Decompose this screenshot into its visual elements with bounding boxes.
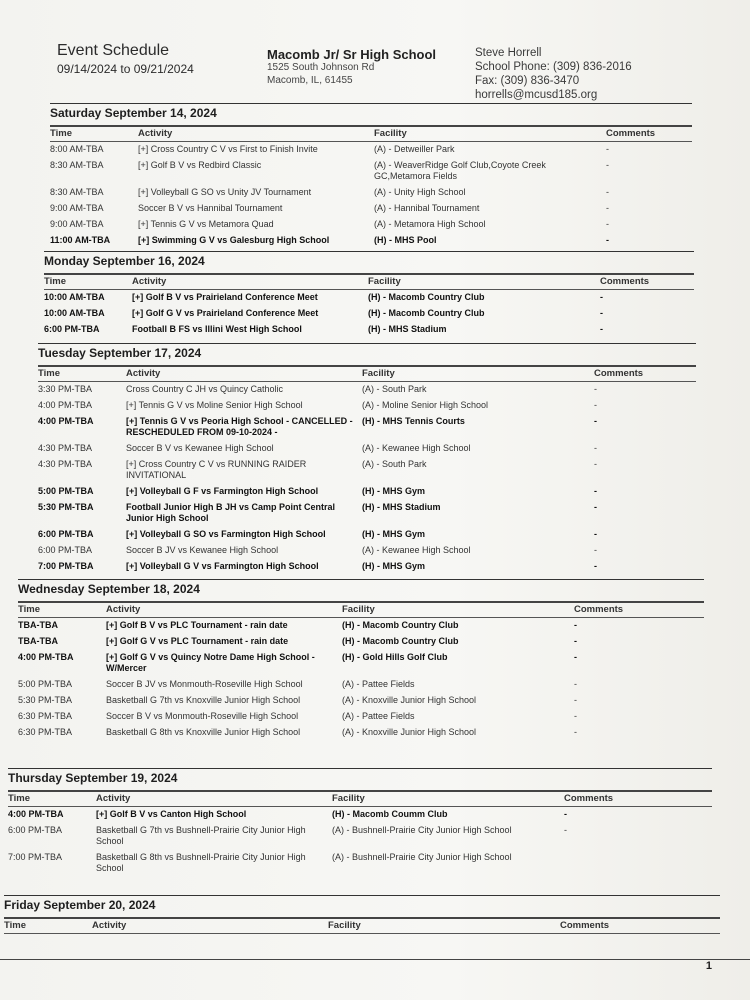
event-comments: - <box>574 652 577 662</box>
page-number: 1 <box>705 960 712 972</box>
event-row <box>18 709 704 725</box>
event-activity: [+] Volleyball G SO vs Unity JV Tournament <box>138 187 312 197</box>
event-row <box>50 185 692 201</box>
day-title: Wednesday September 18, 2024 <box>18 579 704 599</box>
event-comments: - <box>606 144 609 154</box>
event-time: 8:30 AM-TBA <box>50 160 104 170</box>
event-row <box>18 725 704 741</box>
column-header-activity: Activity <box>96 793 131 804</box>
event-comments: - <box>574 679 577 689</box>
event-facility: (A) - Moline Senior High School <box>362 400 489 410</box>
event-facility: (A) - Bushnell-Prairie City Junior High School <box>332 825 512 835</box>
event-facility: (A) - Kewanee High School <box>362 443 471 453</box>
column-header-time: Time <box>8 793 31 804</box>
column-header-time: Time <box>38 368 61 379</box>
event-comments: - <box>594 486 597 496</box>
event-activity: Football Junior High B JH vs Camp Point Central Junior High School <box>126 502 336 523</box>
event-comments: - <box>594 545 597 555</box>
event-facility: (H) - Macomb Coumm Club <box>332 809 448 819</box>
column-header-activity: Activity <box>132 276 167 287</box>
event-row <box>44 306 694 322</box>
event-facility: (H) - MHS Tennis Courts <box>362 416 465 426</box>
day-title: Friday September 20, 2024 <box>4 895 720 915</box>
event-time: 7:00 PM-TBA <box>38 561 94 571</box>
column-header-row <box>44 273 694 290</box>
event-activity: [+] Golf G V vs Quincy Notre Dame High School - W/Mercer <box>106 652 315 673</box>
event-activity: [+] Cross Country C V vs First to Finish Invite <box>138 144 318 154</box>
column-header-row <box>50 125 692 142</box>
column-header-row <box>38 365 696 382</box>
event-comments: - <box>594 416 597 426</box>
event-comments: - <box>606 187 609 197</box>
event-time: 4:00 PM-TBA <box>38 400 93 410</box>
event-row <box>38 441 696 457</box>
event-row <box>44 290 694 306</box>
event-row <box>18 618 704 634</box>
event-activity: [+] Tennis G V vs Metamora Quad <box>138 219 274 229</box>
event-activity: Soccer B V vs Monmouth-Roseville High School <box>106 711 299 721</box>
event-row <box>18 650 704 677</box>
event-row <box>38 484 696 500</box>
event-time: 4:30 PM-TBA <box>38 459 93 469</box>
school-block <box>267 48 436 87</box>
event-row <box>50 158 692 185</box>
event-facility: (A) - WeaverRidge Golf Club,Coyote Creek GC,Metamora Fields <box>374 160 546 181</box>
event-comments: - <box>594 529 597 539</box>
event-row <box>44 322 694 338</box>
contact-name: Steve Horrell <box>475 47 542 59</box>
event-comments: - <box>574 636 577 646</box>
event-row <box>38 398 696 414</box>
column-header-facility: Facility <box>328 920 361 931</box>
event-facility: (A) - Pattee Fields <box>342 679 415 689</box>
day-section <box>8 768 712 877</box>
event-facility: (H) - MHS Gym <box>362 486 425 496</box>
event-row <box>38 414 696 441</box>
day-title: Tuesday September 17, 2024 <box>38 343 696 363</box>
column-header-facility: Facility <box>362 368 395 379</box>
event-time: 5:00 PM-TBA <box>38 486 94 496</box>
column-header-comments: Comments <box>574 604 624 615</box>
event-comments: - <box>606 203 609 213</box>
bottom-rule <box>0 959 750 960</box>
event-facility: (H) - MHS Stadium <box>368 324 447 334</box>
event-facility: (A) - South Park <box>362 459 427 469</box>
column-header-time: Time <box>18 604 41 615</box>
event-facility: (H) - Macomb Country Club <box>342 620 459 630</box>
event-activity: Basketball G 8th vs Bushnell-Prairie City Junior High School <box>96 852 306 873</box>
event-row <box>8 807 712 823</box>
event-time: 4:30 PM-TBA <box>38 443 93 453</box>
day-section <box>38 343 696 575</box>
event-row <box>18 677 704 693</box>
event-row <box>38 543 696 559</box>
event-activity: [+] Golf B V vs PLC Tournament - rain date <box>106 620 288 630</box>
event-time: 6:00 PM-TBA <box>44 324 100 334</box>
event-row <box>8 850 712 877</box>
event-time: 7:00 PM-TBA <box>8 852 63 862</box>
event-comments <box>560 852 712 874</box>
event-activity: Football B FS vs Illini West High School <box>132 324 302 334</box>
column-header-activity: Activity <box>92 920 127 931</box>
column-header-row <box>4 917 720 934</box>
event-time: 5:30 PM-TBA <box>38 502 94 512</box>
event-comments: - <box>594 443 597 453</box>
event-row <box>50 201 692 217</box>
event-facility: (A) - Pattee Fields <box>342 711 415 721</box>
event-time: 4:00 PM-TBA <box>38 416 94 426</box>
event-activity: [+] Golf G V vs Prairieland Conference Meet <box>132 308 319 318</box>
event-activity: [+] Tennis G V vs Peoria High School - CANCELLED - RESCHEDULED FROM 09-10-2024 - <box>126 416 353 437</box>
event-row <box>38 382 696 398</box>
day-section <box>18 579 704 741</box>
event-activity: [+] Golf B V vs Canton High School <box>96 809 247 819</box>
event-activity: [+] Golf B V vs Redbird Classic <box>138 160 262 170</box>
event-facility: (A) - Detweiller Park <box>374 144 455 154</box>
event-activity: Basketball G 7th vs Bushnell-Prairie City Junior High School <box>96 825 306 846</box>
event-facility: (H) - MHS Pool <box>374 235 437 245</box>
event-activity: Soccer B V vs Hannibal Tournament <box>138 203 283 213</box>
event-comments: - <box>606 235 609 245</box>
column-header-comments: Comments <box>606 128 656 139</box>
event-time: TBA-TBA <box>18 620 58 630</box>
column-header-time: Time <box>44 276 67 287</box>
school-address-line2: Macomb, IL, 61455 <box>267 75 353 86</box>
event-activity: Cross Country C JH vs Quincy Catholic <box>126 384 284 394</box>
event-time: 6:30 PM-TBA <box>18 711 73 721</box>
event-activity: [+] Volleyball G V vs Farmington High School <box>126 561 319 571</box>
event-time: 8:30 AM-TBA <box>50 187 104 197</box>
event-activity: [+] Cross Country C V vs RUNNING RAIDER INVITATIONAL <box>126 459 307 480</box>
event-comments: - <box>564 809 567 819</box>
event-time: 4:00 PM-TBA <box>8 809 64 819</box>
event-comments: - <box>594 561 597 571</box>
event-facility: (A) - Unity High School <box>374 187 466 197</box>
event-time: TBA-TBA <box>18 636 58 646</box>
event-comments: - <box>574 727 577 737</box>
event-facility: (A) - Hannibal Tournament <box>374 203 480 213</box>
event-comments: - <box>564 825 567 835</box>
column-header-comments: Comments <box>560 920 610 931</box>
event-row <box>8 823 712 850</box>
column-header-activity: Activity <box>106 604 141 615</box>
event-activity: Basketball G 8th vs Knoxville Junior High School <box>106 727 301 737</box>
event-facility: (A) - Knoxville Junior High School <box>342 727 477 737</box>
event-activity: [+] Golf B V vs Prairieland Conference Meet <box>132 292 318 302</box>
page-title: Event Schedule <box>57 42 170 59</box>
school-name: Macomb Jr/ Sr High School <box>267 47 437 62</box>
event-row <box>18 634 704 650</box>
day-title: Saturday September 14, 2024 <box>50 103 692 123</box>
event-time: 3:30 PM-TBA <box>38 384 93 394</box>
column-header-comments: Comments <box>564 793 614 804</box>
event-comments: - <box>600 324 603 334</box>
event-time: 8:00 AM-TBA <box>50 144 104 154</box>
event-row <box>50 142 692 158</box>
day-section <box>4 895 720 934</box>
event-time: 6:30 PM-TBA <box>18 727 73 737</box>
event-activity: [+] Golf G V vs PLC Tournament - rain date <box>106 636 289 646</box>
event-comments: - <box>594 459 597 469</box>
event-time: 6:00 PM-TBA <box>38 545 93 555</box>
event-comments: - <box>594 502 597 512</box>
event-comments: - <box>594 400 597 410</box>
event-facility: (H) - Macomb Country Club <box>368 308 485 318</box>
event-facility: (H) - Macomb Country Club <box>342 636 459 646</box>
column-header-facility: Facility <box>332 793 365 804</box>
event-activity: [+] Volleyball G SO vs Farmington High School <box>126 529 326 539</box>
event-activity: Soccer B JV vs Kewanee High School <box>126 545 279 555</box>
school-phone: School Phone: (309) 836-2016 <box>475 61 632 73</box>
event-facility: (H) - Macomb Country Club <box>368 292 485 302</box>
event-facility: (A) - Metamora High School <box>374 219 486 229</box>
column-header-facility: Facility <box>342 604 375 615</box>
event-comments: - <box>606 160 609 170</box>
event-facility: (H) - Gold Hills Golf Club <box>342 652 448 662</box>
event-activity: [+] Tennis G V vs Moline Senior High School <box>126 400 303 410</box>
event-activity: [+] Volleyball G F vs Farmington High School <box>126 486 319 496</box>
event-time: 10:00 AM-TBA <box>44 308 105 318</box>
event-comments: - <box>600 292 603 302</box>
event-row <box>18 693 704 709</box>
event-activity: Basketball G 7th vs Knoxville Junior High School <box>106 695 301 705</box>
event-activity: Soccer B V vs Kewanee High School <box>126 443 274 453</box>
column-header-row <box>18 601 704 618</box>
event-facility: (H) - MHS Stadium <box>362 502 441 512</box>
event-row <box>50 233 692 249</box>
event-activity: Soccer B JV vs Monmouth-Roseville High School <box>106 679 303 689</box>
event-comments: - <box>574 695 577 705</box>
event-time: 6:00 PM-TBA <box>38 529 94 539</box>
event-comments: - <box>606 219 609 229</box>
column-header-facility: Facility <box>374 128 407 139</box>
event-comments: - <box>594 384 597 394</box>
event-row <box>38 500 696 527</box>
document-header <box>57 42 717 102</box>
event-comments: - <box>600 308 603 318</box>
event-facility: (H) - MHS Gym <box>362 561 425 571</box>
column-header-activity: Activity <box>126 368 161 379</box>
event-facility: (A) - Knoxville Junior High School <box>342 695 477 705</box>
fax-number: Fax: (309) 836-3470 <box>475 75 580 87</box>
event-comments: - <box>574 620 577 630</box>
event-time: 6:00 PM-TBA <box>8 825 63 835</box>
event-activity: [+] Swimming G V vs Galesburg High School <box>138 235 330 245</box>
event-time: 9:00 AM-TBA <box>50 203 104 213</box>
column-header-comments: Comments <box>594 368 644 379</box>
event-time: 4:00 PM-TBA <box>18 652 74 662</box>
column-header-comments: Comments <box>600 276 650 287</box>
school-address-line1: 1525 South Johnson Rd <box>267 62 375 73</box>
event-time: 5:00 PM-TBA <box>18 679 73 689</box>
column-header-facility: Facility <box>368 276 401 287</box>
event-facility: (H) - MHS Gym <box>362 529 425 539</box>
date-range: 09/14/2024 to 09/21/2024 <box>57 62 194 76</box>
day-title: Thursday September 19, 2024 <box>8 768 712 788</box>
event-row <box>38 559 696 575</box>
column-header-row <box>8 790 712 807</box>
event-time: 11:00 AM-TBA <box>50 235 111 245</box>
column-header-time: Time <box>4 920 27 931</box>
day-section <box>44 251 694 338</box>
event-time: 5:30 PM-TBA <box>18 695 73 705</box>
contact-block <box>475 46 632 102</box>
contact-email: horrells@mcusd185.org <box>475 89 598 101</box>
event-time: 9:00 AM-TBA <box>50 219 104 229</box>
event-row <box>38 527 696 543</box>
event-row <box>50 217 692 233</box>
column-header-activity: Activity <box>138 128 173 139</box>
day-section <box>50 103 692 249</box>
event-facility: (A) - Kewanee High School <box>362 545 471 555</box>
event-time: 10:00 AM-TBA <box>44 292 105 302</box>
event-row <box>38 457 696 484</box>
day-title: Monday September 16, 2024 <box>44 251 694 271</box>
column-header-time: Time <box>50 128 73 139</box>
event-facility: (A) - Bushnell-Prairie City Junior High School <box>332 852 512 862</box>
event-comments: - <box>574 711 577 721</box>
event-facility: (A) - South Park <box>362 384 427 394</box>
